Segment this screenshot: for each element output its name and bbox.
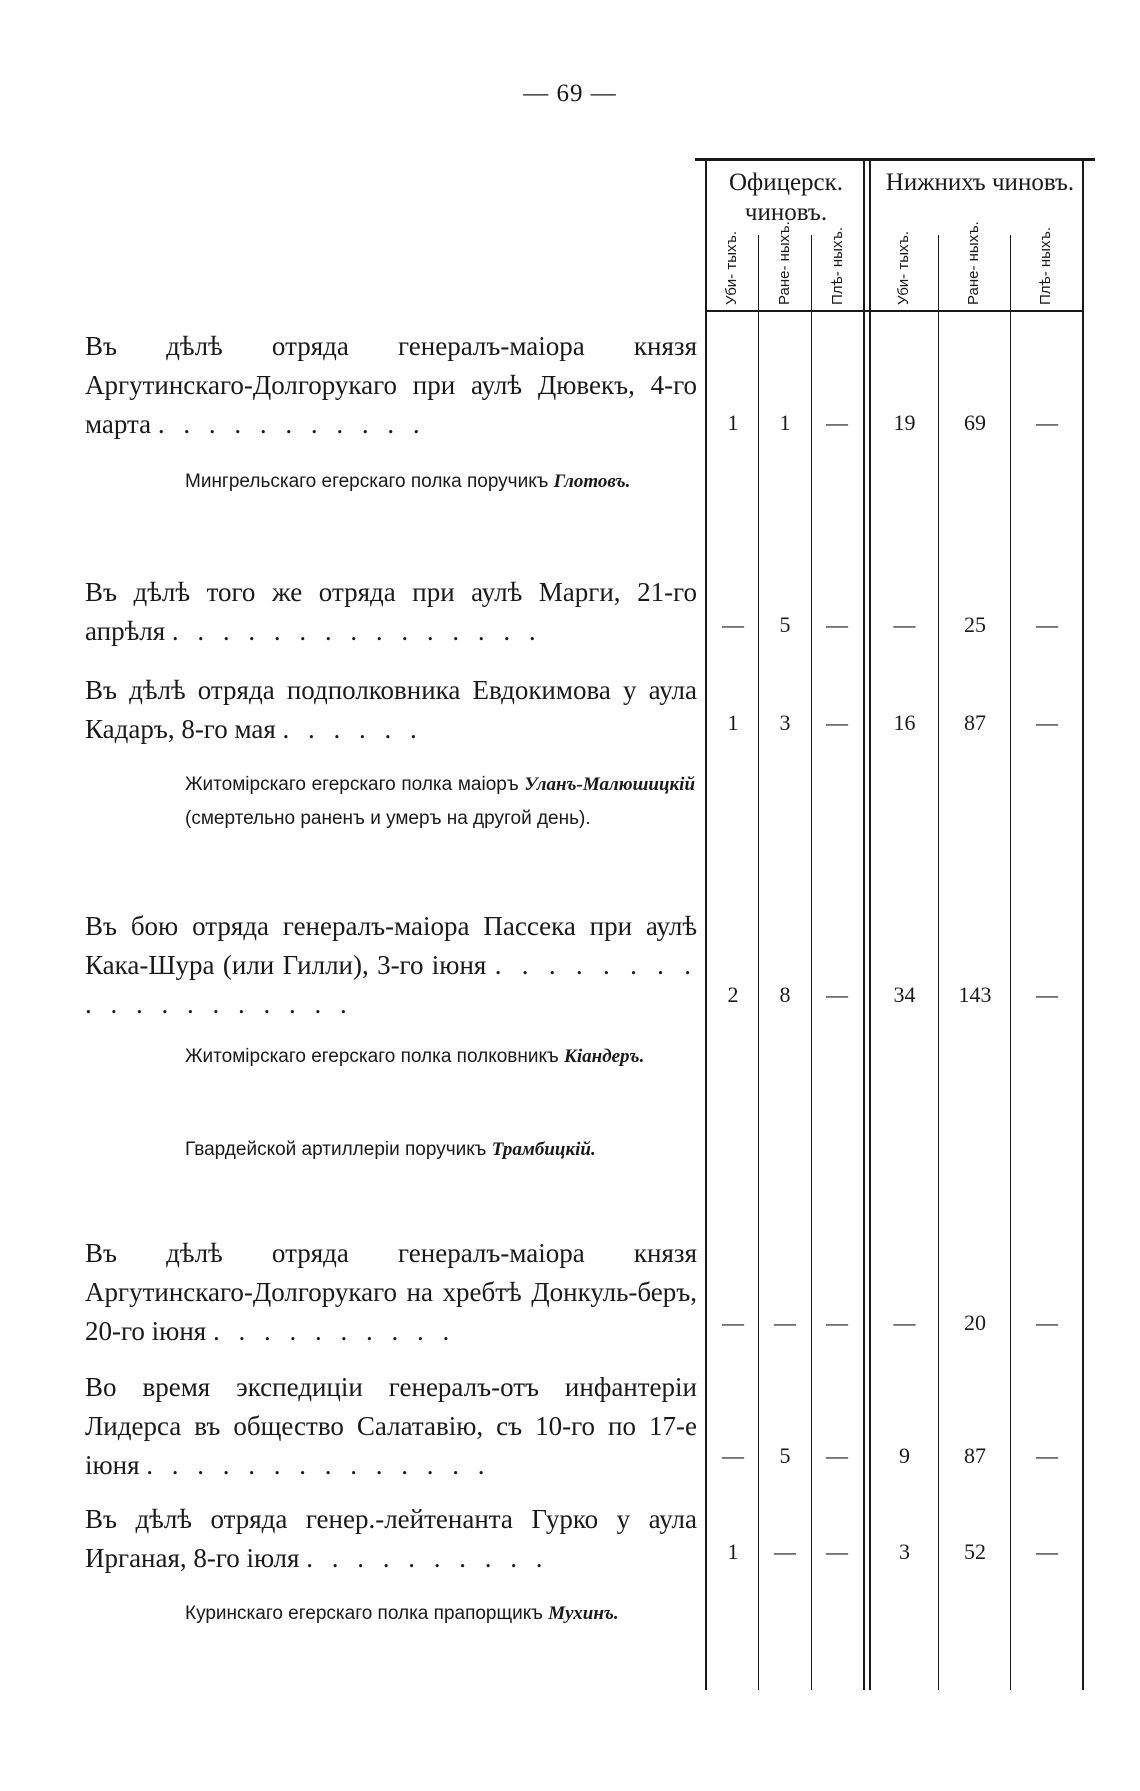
value-lower-killed: — — [893, 1310, 916, 1335]
officer-name: Мухинъ. — [548, 1603, 619, 1624]
value-lower-captured: — — [1036, 710, 1058, 735]
table-col-divider — [1010, 235, 1011, 1690]
header-sub-captured: Плѣ- ныхъ. — [1037, 227, 1054, 305]
table-group-divider-1 — [863, 160, 865, 1690]
value-lower-captured: — — [1036, 1443, 1058, 1468]
leader-dots: . . . . . . . . . . — [212, 1316, 456, 1346]
value-lower-captured: — — [1036, 1310, 1058, 1335]
note-tail: (смертельно раненъ и умеръ на другой день). — [185, 808, 591, 829]
table-left-border — [705, 160, 707, 1690]
officer-name: Уланъ-Малюшицкій — [524, 774, 696, 795]
officer-note — [185, 1040, 695, 1074]
entry-text: Въ бою отряда генералъ-маіора Пассека при аулѣ Кака-Шура (или Гилли), 3-го іюня — [85, 911, 697, 980]
entry-text: Въ дѣлѣ отряда генералъ-маіора князя Аргутинскаго-Долгорукаго на хребтѣ Донкуль-беръ, 20-го іюня — [85, 1238, 697, 1346]
value-officers-killed: — — [722, 1443, 744, 1468]
battle-entry — [85, 671, 697, 749]
value-officers-captured: — — [826, 982, 848, 1007]
value-officers-captured: — — [826, 1310, 848, 1335]
value-officers-wounded: — — [774, 1310, 796, 1335]
leader-dots: . . . . . . . . . . . . . . — [146, 1450, 491, 1480]
value-officers-wounded: 5 — [779, 1443, 791, 1468]
table-col-divider — [811, 235, 812, 1690]
entry-text: Въ дѣлѣ отряда генералъ-маіора князя Аргутинскаго-Долгорукаго при аулѣ Дювекъ, 4-го марта — [85, 331, 697, 439]
table-top-rule — [695, 158, 1095, 161]
value-officers-wounded: 8 — [779, 982, 791, 1007]
table-group-divider-2 — [869, 160, 871, 1690]
officer-name: Кіандеръ. — [563, 1046, 645, 1067]
value-lower-wounded: 25 — [964, 612, 986, 637]
value-officers-killed: — — [722, 612, 744, 637]
value-officers-captured: — — [826, 410, 848, 435]
note-text: Гвардейской артиллеріи поручикъ — [185, 1139, 487, 1160]
table-header-rule — [705, 310, 1083, 312]
value-lower-captured: — — [1036, 612, 1058, 637]
value-officers-captured: — — [826, 1443, 848, 1468]
value-lower-wounded: 87 — [964, 710, 986, 735]
officer-note — [185, 465, 695, 499]
battle-entry — [85, 1234, 697, 1351]
value-lower-killed: 16 — [893, 710, 916, 735]
leader-dots: . . . . . . — [282, 714, 423, 744]
value-officers-captured: — — [826, 710, 848, 735]
battle-entry — [85, 1368, 697, 1485]
leader-dots: . . . . . . . . . . . — [157, 409, 426, 439]
note-text: Мингрельскаго егерскаго полка поручикъ — [185, 471, 549, 492]
battle-entry — [85, 907, 697, 1024]
entry-text: Въ дѣлѣ отряда подполковника Евдокимова у аула Кадаръ, 8-го мая — [85, 675, 697, 744]
value-lower-captured: — — [1036, 410, 1058, 435]
officer-name: Трамбицкій. — [491, 1139, 596, 1160]
battle-entry — [85, 573, 697, 651]
value-lower-wounded: 143 — [958, 982, 992, 1007]
value-lower-wounded: 52 — [964, 1539, 986, 1564]
value-lower-killed: 3 — [899, 1539, 910, 1564]
note-text: Куринскаго егерскаго полка прапорщикъ — [185, 1603, 543, 1624]
value-officers-killed: 2 — [727, 982, 739, 1007]
value-officers-killed: 1 — [727, 710, 739, 735]
value-officers-wounded: 3 — [779, 710, 791, 735]
value-lower-wounded: 20 — [964, 1310, 986, 1335]
value-lower-captured: — — [1036, 982, 1058, 1007]
leader-dots: . . . . . . . . . . . . . . . — [171, 616, 542, 646]
entry-text: Во время экспедиціи генералъ-отъ инфантеріи Лидерса въ общество Салатавію, съ 10-го по 17-е іюня — [85, 1372, 697, 1480]
note-text: Житомірскаго егерскаго полка полковникъ — [185, 1046, 559, 1067]
entry-text: Въ дѣлѣ отряда генер.-лейтенанта Гурко у аула Ирганая, 8-го іюля — [85, 1504, 697, 1573]
header-sub-wounded: Ране- ныхъ. — [776, 221, 793, 305]
officer-note — [185, 1597, 695, 1631]
entry-text: Въ дѣлѣ того же отряда при аулѣ Марги, 21-го апрѣля — [85, 577, 697, 646]
leader-dots: . . . . . . . . . . . . . . . . . . . — [85, 950, 698, 1019]
header-sub-killed: Уби- тыхъ. — [723, 230, 740, 305]
officer-note — [185, 768, 695, 836]
header-lower-ranks: Нижнихъ чиновъ. — [885, 169, 1075, 196]
battle-entry — [85, 1500, 697, 1578]
battle-entry — [85, 327, 697, 444]
value-officers-killed: — — [722, 1310, 744, 1335]
table-col-divider — [758, 235, 759, 1690]
value-officers-wounded: — — [774, 1539, 796, 1564]
page-number: — 69 — — [523, 80, 617, 107]
note-text: Житомірскаго егерскаго полка маіоръ — [185, 774, 519, 795]
header-officers: Офицерск. чиновъ. — [728, 169, 844, 226]
officer-note — [185, 1133, 695, 1167]
value-officers-killed: 1 — [727, 410, 739, 435]
value-lower-killed: 9 — [899, 1443, 910, 1468]
leader-dots: . . . . . . . . . . — [306, 1543, 549, 1573]
value-officers-wounded: 5 — [779, 612, 791, 637]
value-officers-wounded: 1 — [779, 410, 791, 435]
header-sub-wounded: Ране- ныхъ. — [965, 221, 982, 305]
value-officers-captured: — — [826, 1539, 848, 1564]
table-right-border — [1082, 160, 1084, 1690]
value-officers-killed: 1 — [727, 1539, 739, 1564]
officer-name: Глотовъ. — [553, 471, 631, 492]
value-lower-killed: 34 — [893, 982, 916, 1007]
header-sub-killed: Уби- тыхъ. — [895, 230, 912, 305]
value-lower-killed: — — [893, 612, 916, 637]
value-lower-wounded: 87 — [964, 1443, 986, 1468]
value-officers-captured: — — [826, 612, 848, 637]
value-lower-wounded: 69 — [964, 410, 986, 435]
table-col-divider — [938, 235, 939, 1690]
header-sub-captured: Плѣ- ныхъ. — [829, 227, 846, 305]
value-lower-killed: 19 — [893, 410, 916, 435]
value-lower-captured: — — [1036, 1539, 1058, 1564]
